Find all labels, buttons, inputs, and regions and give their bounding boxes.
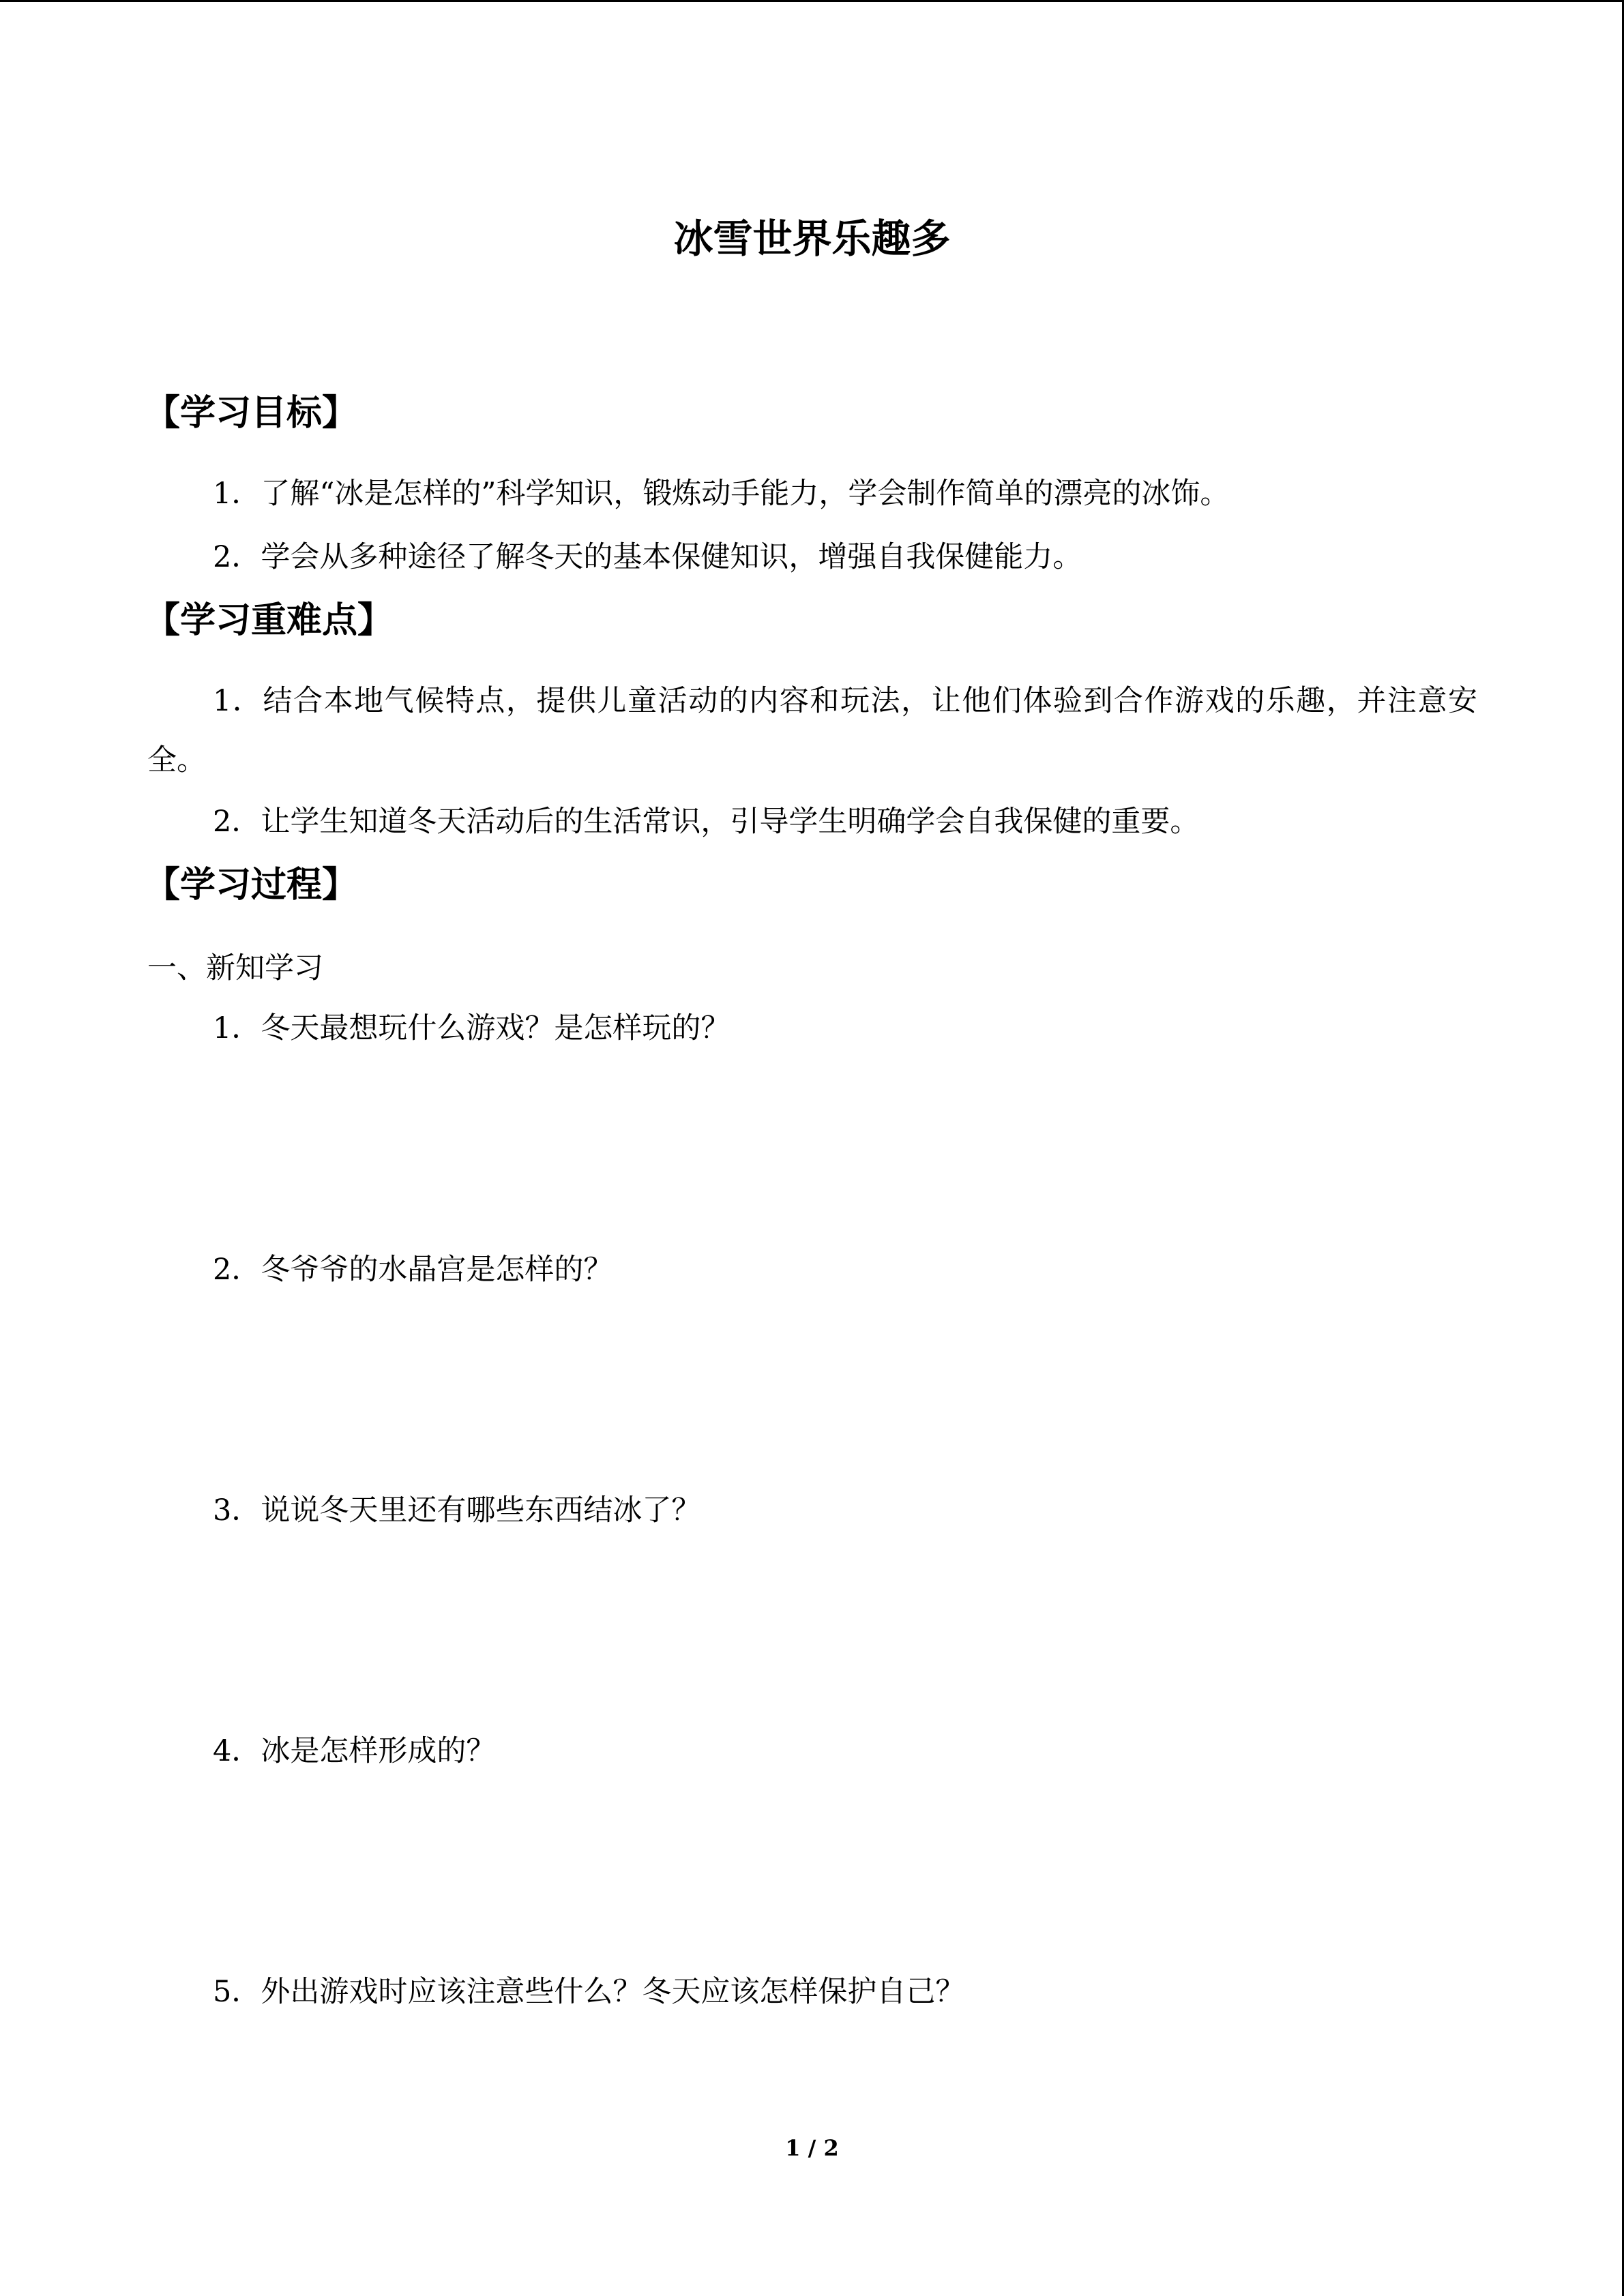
key-point-item-1: 1．结合本地气候特点，提供儿童活动的内容和玩法，让他们体验到合作游戏的乐趣，并注意安全。 [147,684,1477,777]
process-subheading: 一、新知学习 [147,951,323,985]
key-point-item-2: 2．让学生知道冬天活动后的生活常识，引导学生明确学会自我保健的重要。 [213,805,1200,839]
page-number: 1 / 2 [785,2135,839,2161]
objective-item-1: 1．了解“冰是怎样的”科学知识，锻炼动手能力，学会制作简单的漂亮的冰饰。 [213,477,1230,511]
question-5: 5．外出游戏时应该注意些什么？冬天应该怎样保护自己？ [213,1975,965,2009]
section-heading-process: 【学习过程】 [145,864,358,906]
section-heading-objectives: 【学习目标】 [145,392,358,434]
section-heading-key-points: 【学习重难点】 [145,599,394,641]
question-4: 4．冰是怎样形成的？ [213,1734,496,1768]
document-title: 冰雪世界乐趣多 [673,215,951,262]
question-2: 2．冬爷爷的水晶宫是怎样的？ [213,1253,613,1287]
objective-item-2: 2．学会从多种途径了解冬天的基本保健知识，增强自我保健能力。 [213,540,1082,574]
question-3: 3．说说冬天里还有哪些东西结冰了？ [213,1493,701,1527]
question-1: 1．冬天最想玩什么游戏？是怎样玩的？ [213,1011,730,1045]
